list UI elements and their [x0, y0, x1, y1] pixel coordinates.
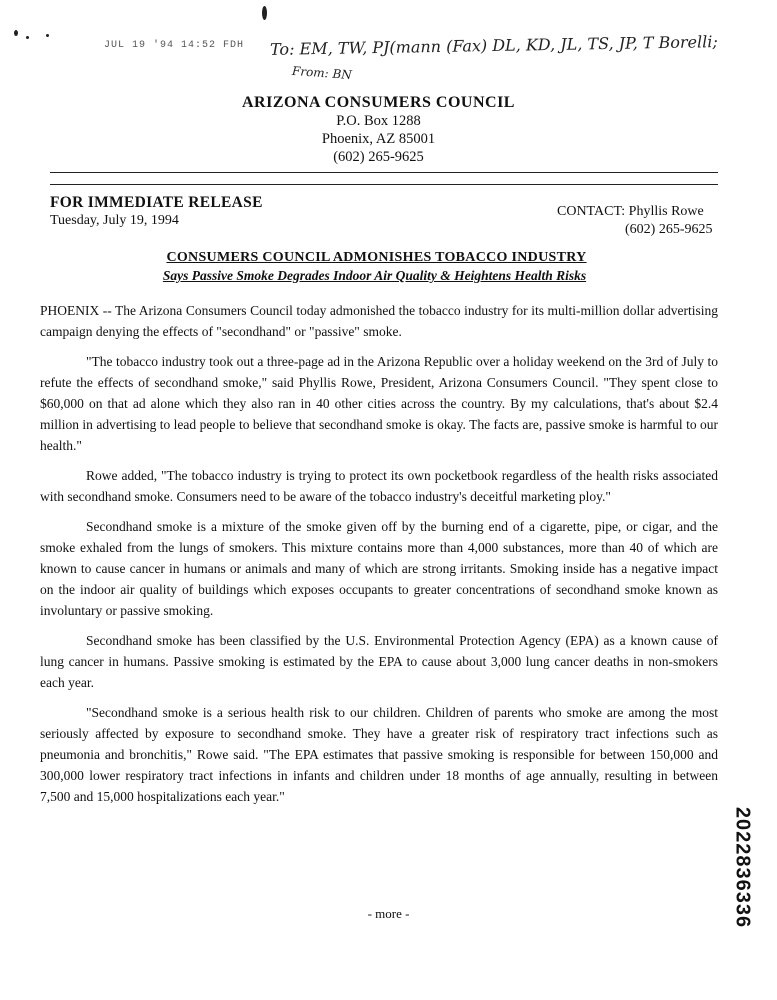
paragraph: "The tobacco industry took out a three-page ad in the Arizona Republic over a holiday weekend on the 3rd of July to refute the effects of secondhand smoke," said Phyllis Rowe, President, Arizona Consumers Council. "They spent close to $60,000 on that ad alone which they also ran in 40 other cities across the country. By my calculations, that's about $2.4 million in advertising to lead people to believe that secondhand smoke is okay. The facts are, passive smoke is harmful to our health.": [40, 354, 718, 453]
paragraph: "Secondhand smoke is a serious health risk to our children. Children of parents who smoke are among the most seriously affected by exposure to secondhand smoke. They have a greater risk of respiratory tract infections such as pneumonia and bronchitis," Rowe said. "The EPA estimates that passive smoking is responsible for between 150,000 and 300,000 lower respiratory tract infections in infants and children under 18 months of age annually, resulting in between 7,500 and 15,000 hospitalizations each year.": [40, 705, 718, 804]
paragraph: Secondhand smoke is a mixture of the smoke given off by the burning end of a cigarette, pipe, or cigar, and the smoke exhaled from the lungs of smokers. This mixture contains more than 4,000 substances, more than 40 of which are known to cause cancer in humans or animals and many of which are strong irritants. Smoking inside has a negative impact on the indoor air quality of buildings which exposes occupants to greater concentrations of secondhand smoke known as involuntary or passive smoking.: [40, 519, 718, 618]
paragraph: Rowe added, "The tobacco industry is trying to protect its own pocketbook regardless of the health risks associated with secondhand smoke. Consumers need to be aware of the tobacco industry's deceitful marketing ploy.": [40, 468, 718, 504]
paragraph: PHOENIX -- The Arizona Consumers Council today admonished the tobacco industry for its multi-million dollar advertising campaign denying the effects of "secondhand" or "passive" smoke.: [40, 303, 718, 339]
scan-mark: [26, 36, 29, 39]
document-id-text: 2022836336: [731, 806, 754, 929]
scan-mark: [262, 6, 267, 20]
release-label: FOR IMMEDIATE RELEASE: [50, 194, 263, 211]
org-address-1: P.O. Box 1288: [336, 113, 421, 129]
letterhead: [0, 94, 777, 166]
release-date: Tuesday, July 19, 1994: [50, 213, 179, 228]
org-phone: (602) 265-9625: [333, 149, 424, 165]
body-text: [40, 300, 718, 816]
scan-mark: [14, 30, 18, 36]
document-id: [722, 790, 752, 950]
more-marker: - more -: [367, 906, 410, 921]
fax-header: JUL 19 '94 14:52 FDH: [104, 40, 245, 51]
headline-subtitle: Says Passive Smoke Degrades Indoor Air Quality & Heightens Health Risks: [162, 268, 587, 283]
org-address-2: Phoenix, AZ 85001: [321, 131, 436, 147]
divider: [50, 184, 718, 185]
contact-name: CONTACT: Phyllis Rowe: [557, 204, 704, 219]
headline-title: CONSUMERS COUNCIL ADMONISHES TOBACCO INDUSTRY: [166, 250, 587, 265]
paragraph: Secondhand smoke has been classified by the U.S. Environmental Protection Agency (EPA) as a known cause of lung cancer in humans. Passive smoking is estimated by the EPA to cause about 3,000 lung cancer deaths in non-smokers each year.: [40, 633, 718, 690]
divider: [50, 172, 718, 173]
contact-phone: (602) 265-9625: [625, 222, 713, 237]
org-name: ARIZONA CONSUMERS COUNCIL: [242, 94, 515, 111]
scan-mark: [46, 34, 49, 37]
handwritten-from: From: BN: [291, 63, 353, 83]
handwritten-routing: To: EM, TW, PJ(mann (Fax) DL, KD, JL, TS, JP, T Borelli;: [269, 32, 718, 59]
